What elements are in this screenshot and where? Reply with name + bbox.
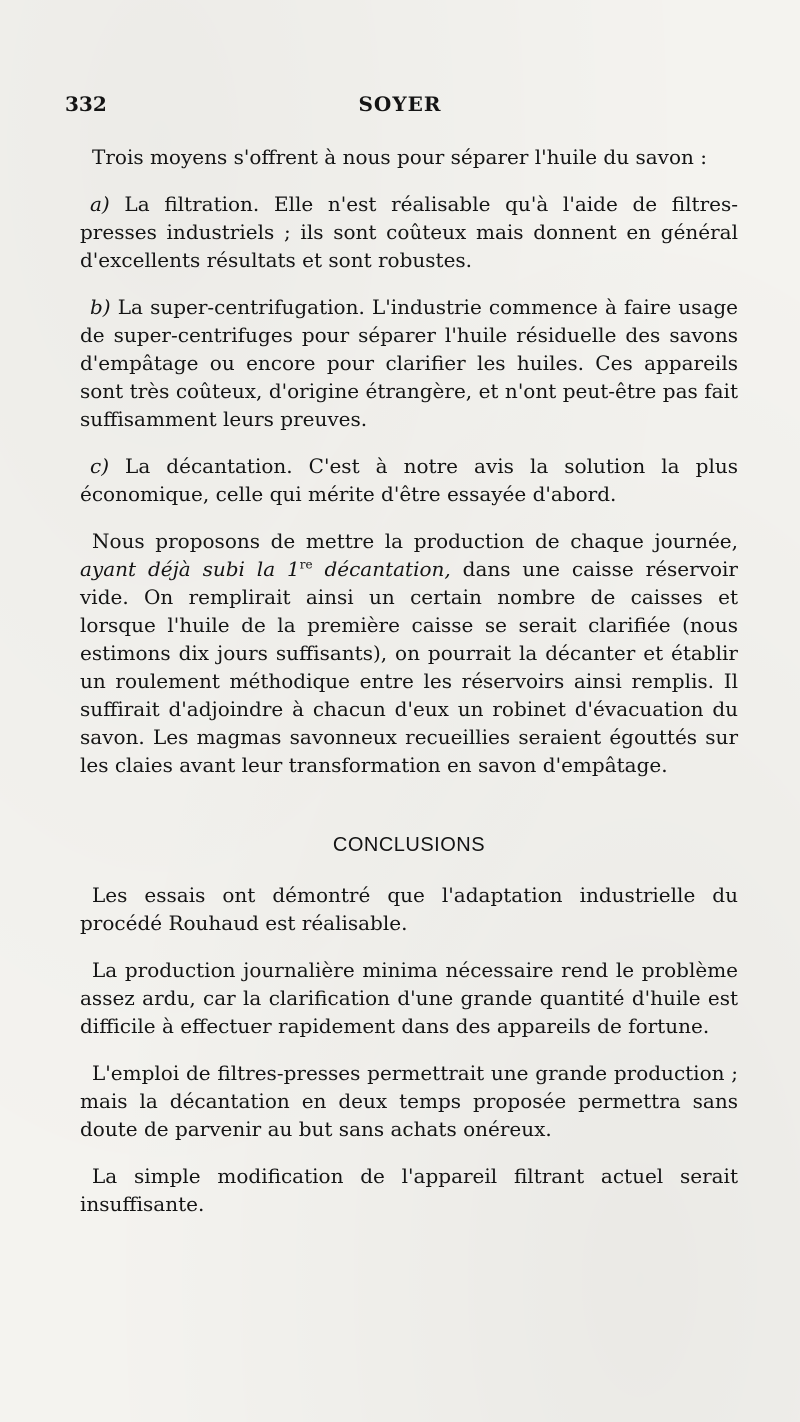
conclusions-heading: CONCLUSIONS — [332, 834, 486, 856]
page-header — [65, 92, 735, 122]
proposal-start: Nous proposons de mettre la production de chaque journée, — [92, 529, 738, 553]
running-title: SOYER — [358, 92, 442, 116]
proposal-end: dans une caisse réservoir vide. On remplirait ainsi un certain nombre de caisses et lorsque l'huile de la première caisse se serait clarifiée (nous estimons dix jours suffisants), on pourrait la décanter et établir un roulement méthodique entre les réservoirs ainsi remplis. Il suffirait d'adjoindre à chacun d'eux un robinet d'évacuation du savon. Les magmas savonneux recueillies seraient égouttés sur les claies avant leur transformation en savon d'empâtage. — [80, 557, 738, 777]
proposal-superscript: re — [299, 557, 313, 572]
page-number: 332 — [65, 92, 107, 116]
conclusion-paragraph-3: L'emploi de filtres-presses permettrait une grande production ; mais la décantation en deux temps proposée permettra sans doute de parvenir au but sans achats onéreux. — [80, 1061, 738, 1141]
item-b-label: b) — [90, 295, 111, 319]
item-c-label: c) — [90, 454, 110, 478]
conclusion-paragraph-4: La simple modification de l'appareil filtrant actuel serait insuffisante. — [80, 1164, 738, 1216]
conclusion-paragraph-1: Les essais ont démontré que l'adaptation industrielle du procédé Rouhaud est réalisable. — [80, 883, 738, 935]
proposal-paragraph — [80, 527, 738, 779]
item-c-text: La décantation. C'est à notre avis la solution la plus économique, celle qui mérite d'être essayée d'abord. — [80, 454, 738, 506]
item-a-paragraph — [80, 190, 738, 274]
item-b-text: La super-centrifugation. L'industrie commence à faire usage de super-centrifuges pour séparer l'huile résiduelle des savons d'empâtage ou encore pour clarifier les huiles. Ces appareils sont très coûteux, d'origine étrangère, et n'ont peut-être pas fait suffisamment leurs preuves. — [80, 295, 738, 431]
item-c-paragraph — [80, 452, 738, 508]
item-a-text: La filtration. Elle n'est réalisable qu'à l'aide de filtres-presses industriels ; ils sont coûteux mais donnent en général d'excellents résultats et sont robustes. — [80, 192, 738, 272]
conclusion-paragraph-2: La production journalière minima nécessaire rend le problème assez ardu, car la clarification d'une grande quantité d'huile est difficile à effectuer rapidement dans des appareils de fortune. — [80, 958, 738, 1038]
proposal-italic-2: décantation, — [312, 557, 451, 581]
item-b-paragraph — [80, 293, 738, 433]
document-body — [80, 143, 738, 1237]
proposal-italic-1: ayant déjà subi la 1 — [80, 557, 300, 581]
item-a-label: a) — [90, 192, 110, 216]
intro-paragraph: Trois moyens s'offrent à nous pour séparer l'huile du savon : — [92, 145, 707, 169]
